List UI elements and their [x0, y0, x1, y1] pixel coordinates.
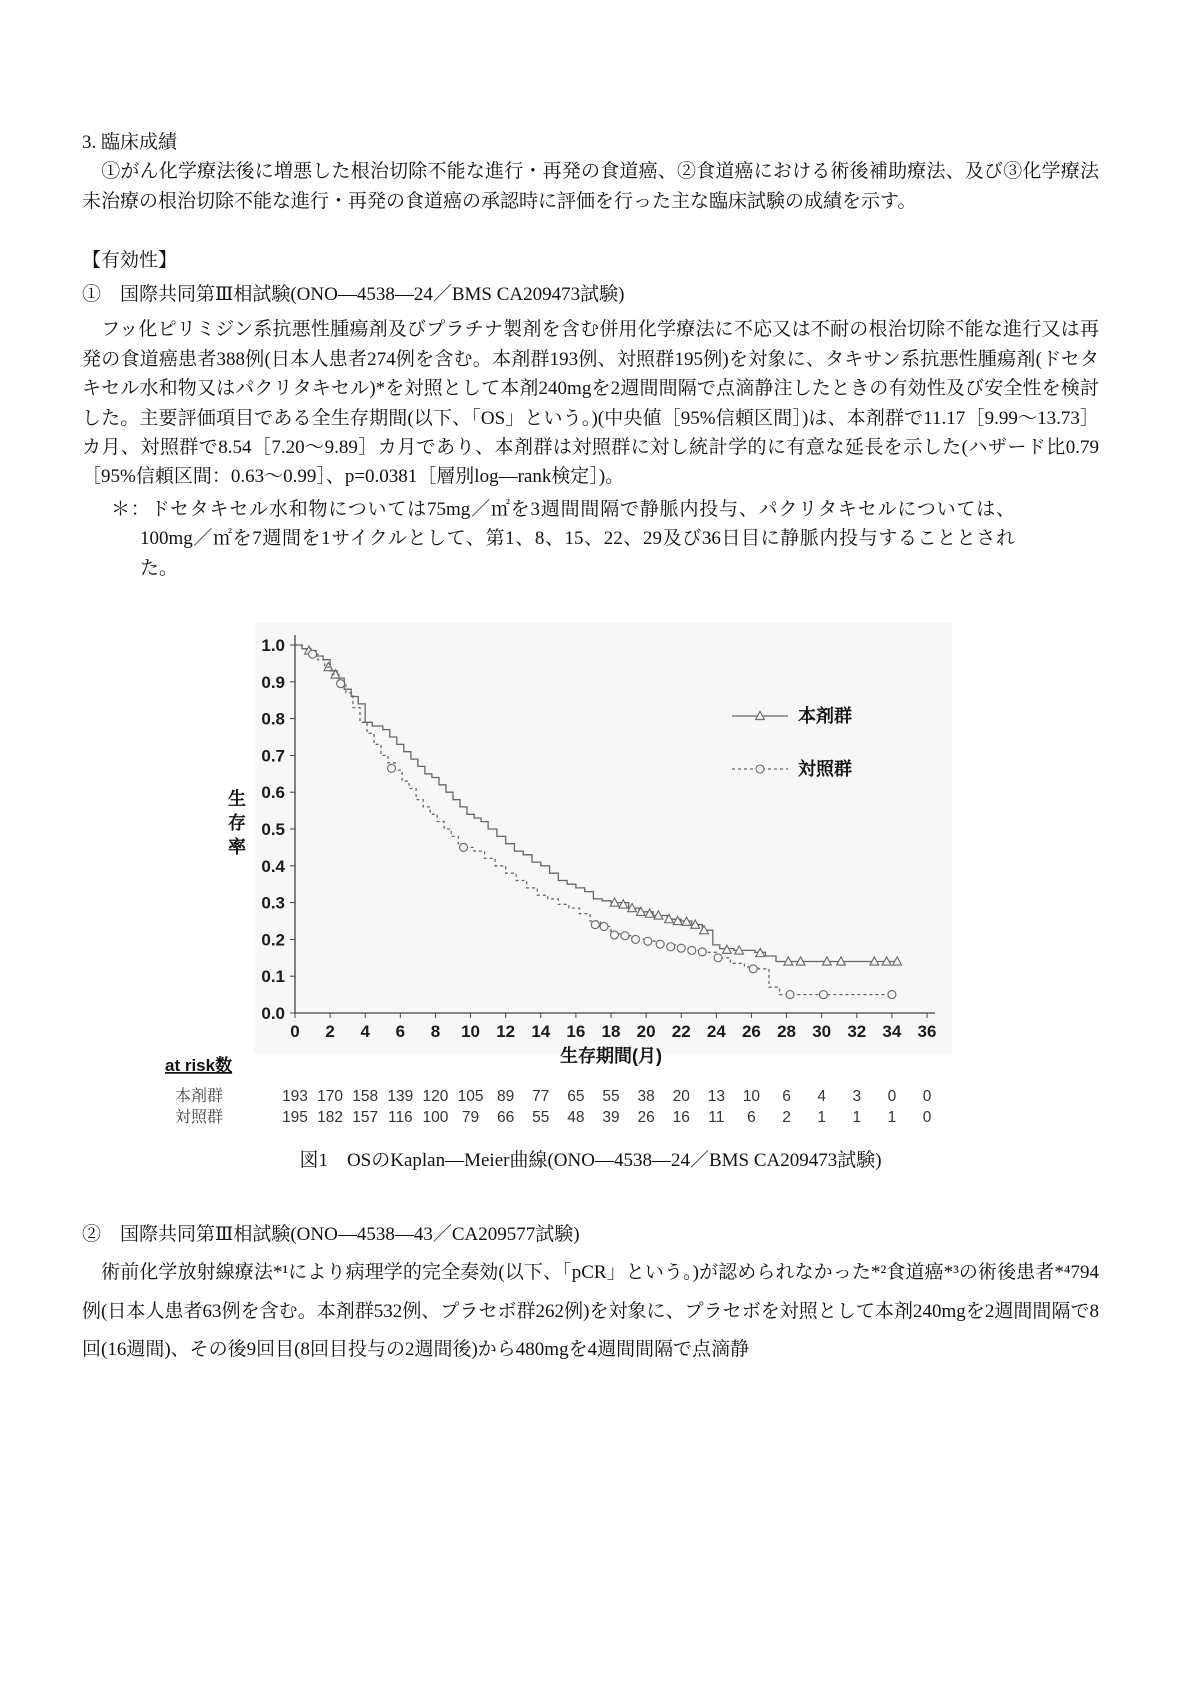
svg-text:77: 77 — [532, 1088, 550, 1106]
kaplan-meier-figure — [82, 623, 1099, 1172]
svg-text:48: 48 — [567, 1109, 585, 1127]
svg-text:105: 105 — [457, 1088, 484, 1106]
svg-text:0.7: 0.7 — [261, 746, 285, 766]
svg-text:本剤群: 本剤群 — [175, 1088, 224, 1106]
svg-text:34: 34 — [882, 1022, 902, 1042]
svg-text:生存期間(月): 生存期間(月) — [560, 1046, 662, 1067]
svg-text:22: 22 — [671, 1022, 691, 1042]
svg-text:対照群: 対照群 — [175, 1109, 224, 1127]
svg-text:率: 率 — [228, 837, 246, 858]
svg-text:3: 3 — [852, 1088, 862, 1106]
svg-text:38: 38 — [637, 1088, 655, 1106]
svg-text:158: 158 — [352, 1088, 379, 1106]
svg-text:65: 65 — [567, 1088, 585, 1106]
svg-text:0: 0 — [922, 1109, 932, 1127]
svg-text:16: 16 — [672, 1109, 690, 1127]
svg-text:120: 120 — [422, 1088, 449, 1106]
kaplan-meier-chart — [82, 623, 1099, 1135]
svg-text:18: 18 — [601, 1022, 621, 1042]
svg-text:対照群: 対照群 — [798, 759, 852, 780]
svg-text:0.9: 0.9 — [261, 672, 285, 692]
svg-text:6: 6 — [747, 1109, 756, 1127]
svg-text:1.0: 1.0 — [261, 636, 285, 656]
svg-text:55: 55 — [532, 1109, 550, 1127]
efficacy-header: 【有効性】 — [82, 250, 178, 272]
svg-text:0: 0 — [887, 1088, 897, 1106]
trial2-body: 術前化学放射線療法*¹により病理学的完全奏効(以下、「pCR」という。)が認められなかった*²食道癌*³の術後患者*⁴794例(日本人患者63例を含む。本剤群532例、プラセボ群262例)を対象に、プラセボを対照として本剤240mgを2週間間隔で8回(16週間)、その後9回目(8回目投与の2週間後)から480mgを4週間間隔で点滴静 — [82, 1261, 1099, 1361]
svg-text:139: 139 — [387, 1088, 414, 1106]
svg-text:10: 10 — [461, 1022, 481, 1042]
svg-text:0: 0 — [922, 1088, 932, 1106]
svg-text:14: 14 — [531, 1022, 551, 1042]
svg-text:32: 32 — [847, 1022, 867, 1042]
intro-paragraph: ①がん化学療法後に増悪した根治切除不能な進行・再発の食道癌、②食道癌における術後補助療法、及び③化学療法未治療の根治切除不能な進行・再発の食道癌の承認時に評価を行った主な臨床試験の成績を示す。 — [82, 161, 1099, 212]
section-title: 3. 臨床成績 — [82, 132, 178, 153]
svg-text:存: 存 — [228, 813, 246, 834]
svg-text:生: 生 — [228, 789, 246, 810]
trial2-heading: ② 国際共同第Ⅲ相試験(ONO—4538—43／CA209577試験) — [82, 1224, 580, 1246]
svg-text:2: 2 — [782, 1109, 791, 1127]
svg-text:116: 116 — [387, 1109, 413, 1127]
svg-text:6: 6 — [395, 1022, 406, 1042]
trial1-heading: ① 国際共同第Ⅲ相試験(ONO—4538—24／BMS CA209473試験) — [82, 283, 625, 305]
svg-text:10: 10 — [742, 1088, 761, 1106]
svg-text:79: 79 — [461, 1109, 480, 1127]
svg-text:0.5: 0.5 — [261, 820, 285, 840]
svg-text:0.2: 0.2 — [261, 930, 285, 950]
figure-caption: 図1 OSのKaplan—Meier曲線(ONO—4538—24／BMS CA209473試験) — [299, 1150, 882, 1172]
svg-text:本剤群: 本剤群 — [798, 706, 852, 727]
svg-text:195: 195 — [282, 1109, 308, 1127]
svg-text:4: 4 — [817, 1088, 826, 1106]
svg-text:0.1: 0.1 — [261, 967, 285, 987]
svg-text:1: 1 — [852, 1109, 862, 1127]
svg-text:182: 182 — [317, 1109, 344, 1127]
svg-text:8: 8 — [430, 1022, 441, 1042]
svg-text:0.4: 0.4 — [261, 856, 285, 876]
svg-text:66: 66 — [497, 1109, 515, 1127]
svg-text:0.8: 0.8 — [261, 709, 285, 729]
svg-text:1: 1 — [887, 1109, 897, 1127]
svg-text:24: 24 — [706, 1022, 726, 1042]
svg-text:170: 170 — [317, 1088, 344, 1106]
svg-text:4: 4 — [360, 1022, 370, 1042]
trial1-footnote: ＊：ドセタキセル水和物については75mg／㎡を3週間間隔で静脈内投与、パクリタキセルについては、100mg／㎡を7週間を1サイクルとして、第1、8、15、22、29及び36日目に静脈内投与することとされた。 — [111, 498, 1015, 579]
svg-text:16: 16 — [566, 1022, 586, 1042]
trial1-body: フッ化ピリミジン系抗悪性腫瘍剤及びプラチナ製剤を含む併用化学療法に不応又は不耐の根治切除不能な進行又は再発の食道癌患者388例(日本人患者274例を含む。本剤群193例、対照群195例)を対象に、タキサン系抗悪性腫瘍剤(ドセタキセル水和物又はパクリタキセル)*を対照として本剤240mgを2週間間隔で点滴静注したときの有効性及び安全性を検討した。主要評価項目である全生存期間(以下、「OS」という。)(中央値［95%信頼区間］)は、本剤群で11.17［9.99〜13.73］カ月、対照群で8.54［7.20〜9.89］カ月であり、本剤群は対照群に対し統計学的に有意な延長を示した(ハザード比0.79［95%信頼区間：0.63〜0.99］、p=0.0381［層別log—rank検定］)。 — [82, 319, 1099, 488]
svg-text:2: 2 — [325, 1022, 335, 1042]
svg-text:0.3: 0.3 — [261, 893, 285, 913]
svg-text:193: 193 — [282, 1088, 308, 1106]
svg-text:13: 13 — [707, 1088, 725, 1106]
svg-text:30: 30 — [812, 1022, 832, 1042]
svg-text:at risk数: at risk数 — [165, 1056, 233, 1076]
svg-text:36: 36 — [917, 1022, 937, 1042]
svg-text:157: 157 — [352, 1109, 379, 1127]
svg-text:28: 28 — [777, 1022, 797, 1042]
svg-text:39: 39 — [602, 1109, 620, 1127]
svg-text:100: 100 — [422, 1109, 449, 1127]
svg-text:1: 1 — [817, 1109, 826, 1127]
svg-text:20: 20 — [636, 1022, 656, 1042]
svg-text:6: 6 — [782, 1088, 791, 1106]
svg-text:26: 26 — [637, 1109, 655, 1127]
svg-text:89: 89 — [497, 1088, 515, 1106]
svg-text:0: 0 — [290, 1022, 300, 1042]
svg-text:0.6: 0.6 — [261, 783, 285, 803]
svg-text:20: 20 — [672, 1088, 690, 1106]
svg-text:12: 12 — [496, 1022, 516, 1042]
svg-text:11: 11 — [708, 1109, 725, 1127]
svg-text:55: 55 — [602, 1088, 620, 1106]
svg-text:0.0: 0.0 — [261, 1004, 285, 1024]
svg-text:26: 26 — [741, 1022, 761, 1042]
